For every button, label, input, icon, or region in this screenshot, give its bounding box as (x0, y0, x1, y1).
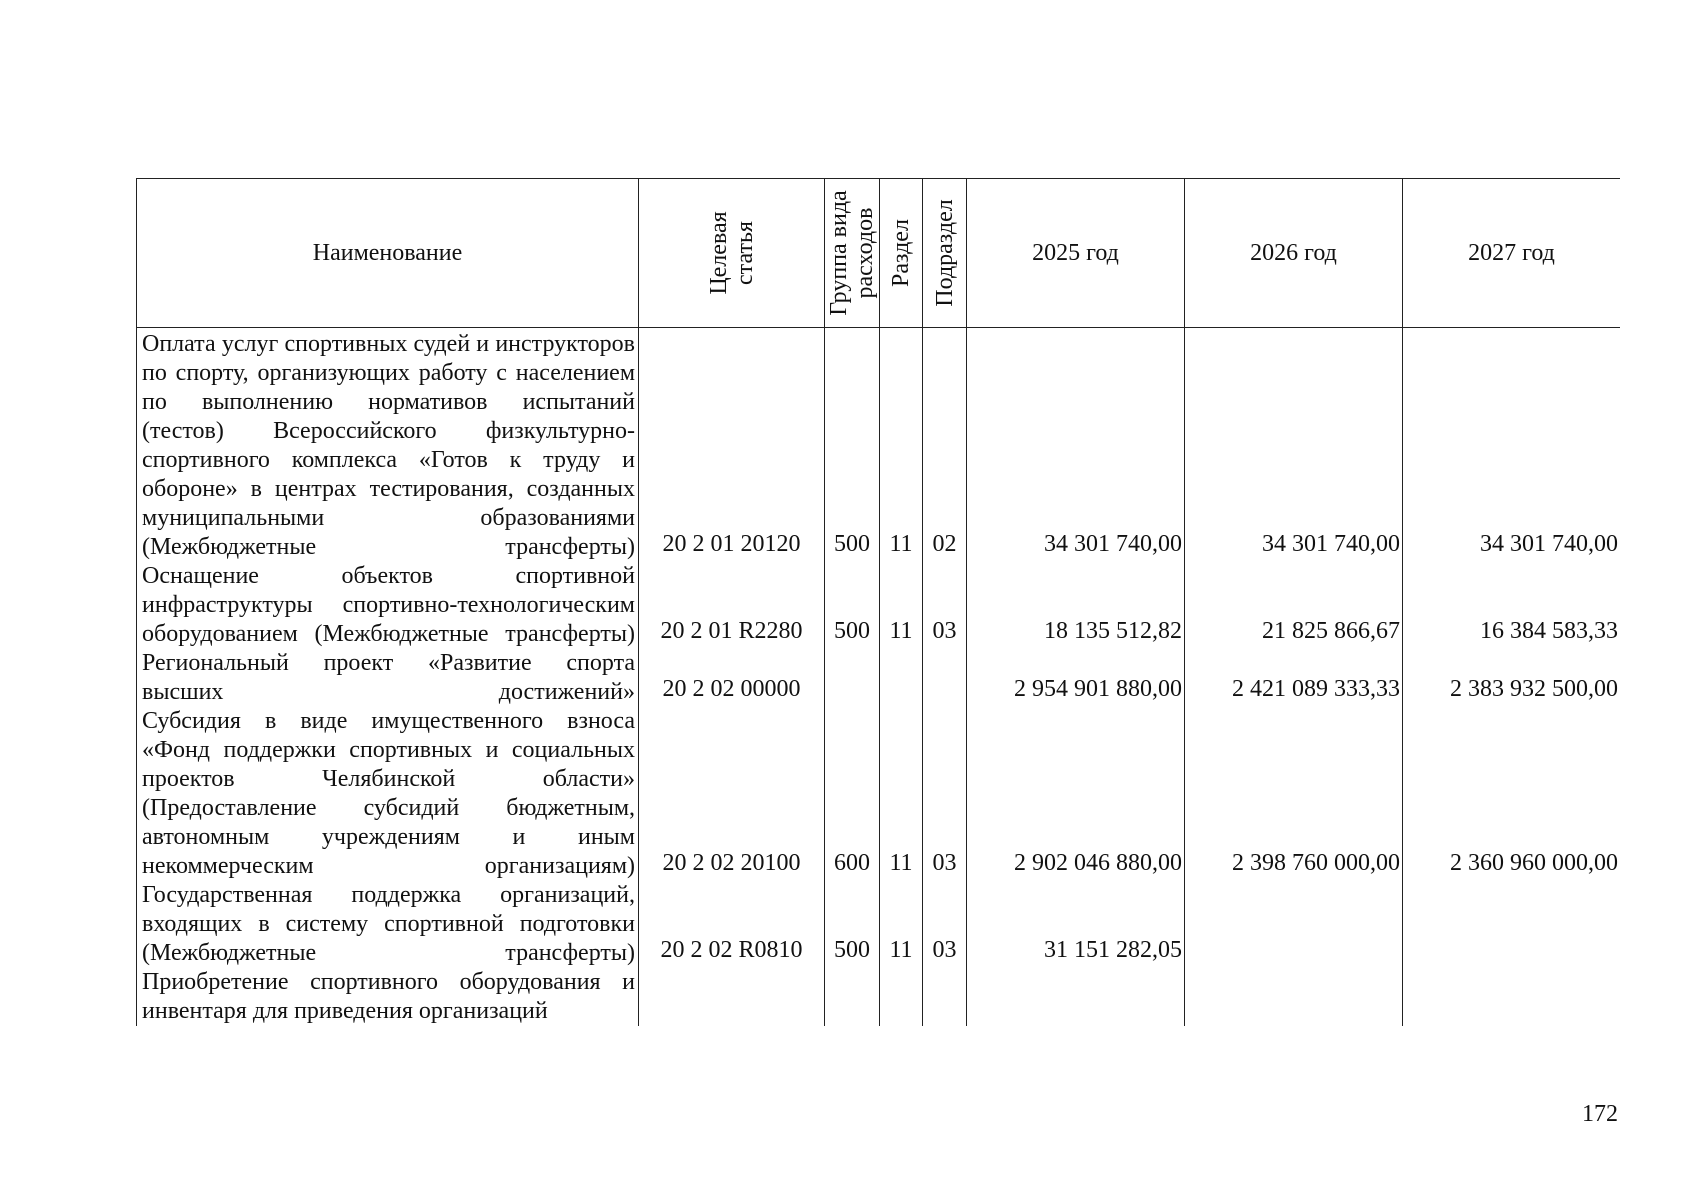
row-subsection: 03 (923, 562, 967, 649)
row-amount-2025: 18 135 512,82 (967, 562, 1185, 649)
row-name: Субсидия в виде имущественного взноса «Фонд поддержки спортивных и социальных проектов Челябинской области» (Предоставление субсидий бюджетным, автономным учреждениям и иным некоммерческим организациям) (137, 707, 639, 881)
row-code: 20 2 02 20100 (639, 707, 825, 881)
row-amount-2027: 34 301 740,00 (1403, 328, 1621, 563)
row-code: 20 2 01 R2280 (639, 562, 825, 649)
table-row (137, 328, 1621, 563)
table-row (137, 707, 1621, 881)
header-subsection (923, 179, 967, 328)
row-section: 11 (880, 707, 923, 881)
table-row (137, 562, 1621, 649)
row-name: Государственная поддержка организаций, входящих в систему спортивной подготовки (Межбюджетные трансферты) (137, 881, 639, 968)
header-expense-group-text: Группа вида расходов (826, 190, 878, 316)
row-name: Региональный проект «Развитие спорта высших достижений» (137, 649, 639, 707)
row-amount-2026 (1185, 968, 1403, 1026)
header-subsection-text: Подраздел (931, 199, 958, 307)
row-code: 20 2 02 R0810 (639, 881, 825, 968)
row-section: 11 (880, 562, 923, 649)
row-amount-2027 (1403, 968, 1621, 1026)
row-subsection (923, 968, 967, 1026)
row-amount-2027 (1403, 881, 1621, 968)
row-name: Оплата услуг спортивных судей и инструкторов по спорту, организующих работу с населением по выполнению нормативов испытаний (тестов) Всероссийского физкультурно-спортивного комплекса «Готов к труду и обороне» в центрах тестирования, созданных муниципальными образованиями (Межбюджетные трансферты) (137, 328, 639, 563)
row-subsection: 03 (923, 707, 967, 881)
row-subsection (923, 649, 967, 707)
row-name: Приобретение спортивного оборудования и инвентаря для приведения организаций (137, 968, 639, 1026)
row-code (639, 968, 825, 1026)
row-subsection: 02 (923, 328, 967, 563)
table-row (137, 649, 1621, 707)
row-group: 600 (825, 707, 880, 881)
row-code: 20 2 01 20120 (639, 328, 825, 563)
row-amount-2025: 31 151 282,05 (967, 881, 1185, 968)
row-amount-2026: 2 421 089 333,33 (1185, 649, 1403, 707)
header-section (880, 179, 923, 328)
row-amount-2027: 2 383 932 500,00 (1403, 649, 1621, 707)
row-amount-2025: 2 954 901 880,00 (967, 649, 1185, 707)
budget-table-container (136, 178, 1620, 1075)
row-code: 20 2 02 00000 (639, 649, 825, 707)
row-amount-2025: 2 902 046 880,00 (967, 707, 1185, 881)
row-amount-2026 (1185, 881, 1403, 968)
header-target-article (639, 179, 825, 328)
row-section (880, 649, 923, 707)
row-amount-2025 (967, 968, 1185, 1026)
row-group: 500 (825, 562, 880, 649)
table-row (137, 968, 1621, 1026)
page-number: 172 (1582, 1101, 1618, 1127)
row-subsection: 03 (923, 881, 967, 968)
row-section: 11 (880, 881, 923, 968)
row-group: 500 (825, 328, 880, 563)
row-group (825, 649, 880, 707)
table-header-row (137, 179, 1621, 328)
header-2026: 2026 год (1185, 179, 1403, 328)
header-2027: 2027 год (1403, 179, 1621, 328)
table-row (137, 881, 1621, 968)
header-section-text: Раздел (888, 219, 914, 287)
row-amount-2025: 34 301 740,00 (967, 328, 1185, 563)
row-amount-2026: 34 301 740,00 (1185, 328, 1403, 563)
row-amount-2026: 2 398 760 000,00 (1185, 707, 1403, 881)
row-section (880, 968, 923, 1026)
budget-table (136, 178, 1620, 1026)
row-amount-2026: 21 825 866,67 (1185, 562, 1403, 649)
row-amount-2027: 16 384 583,33 (1403, 562, 1621, 649)
row-name: Оснащение объектов спортивной инфраструктуры спортивно-технологическим оборудованием (Межбюджетные трансферты) (137, 562, 639, 649)
row-amount-2027: 2 360 960 000,00 (1403, 707, 1621, 881)
row-section: 11 (880, 328, 923, 563)
row-group: 500 (825, 881, 880, 968)
header-expense-group (825, 179, 880, 328)
header-target-article-text: Целевая статья (705, 211, 758, 295)
row-group (825, 968, 880, 1026)
header-name: Наименование (137, 179, 639, 328)
header-2025: 2025 год (967, 179, 1185, 328)
